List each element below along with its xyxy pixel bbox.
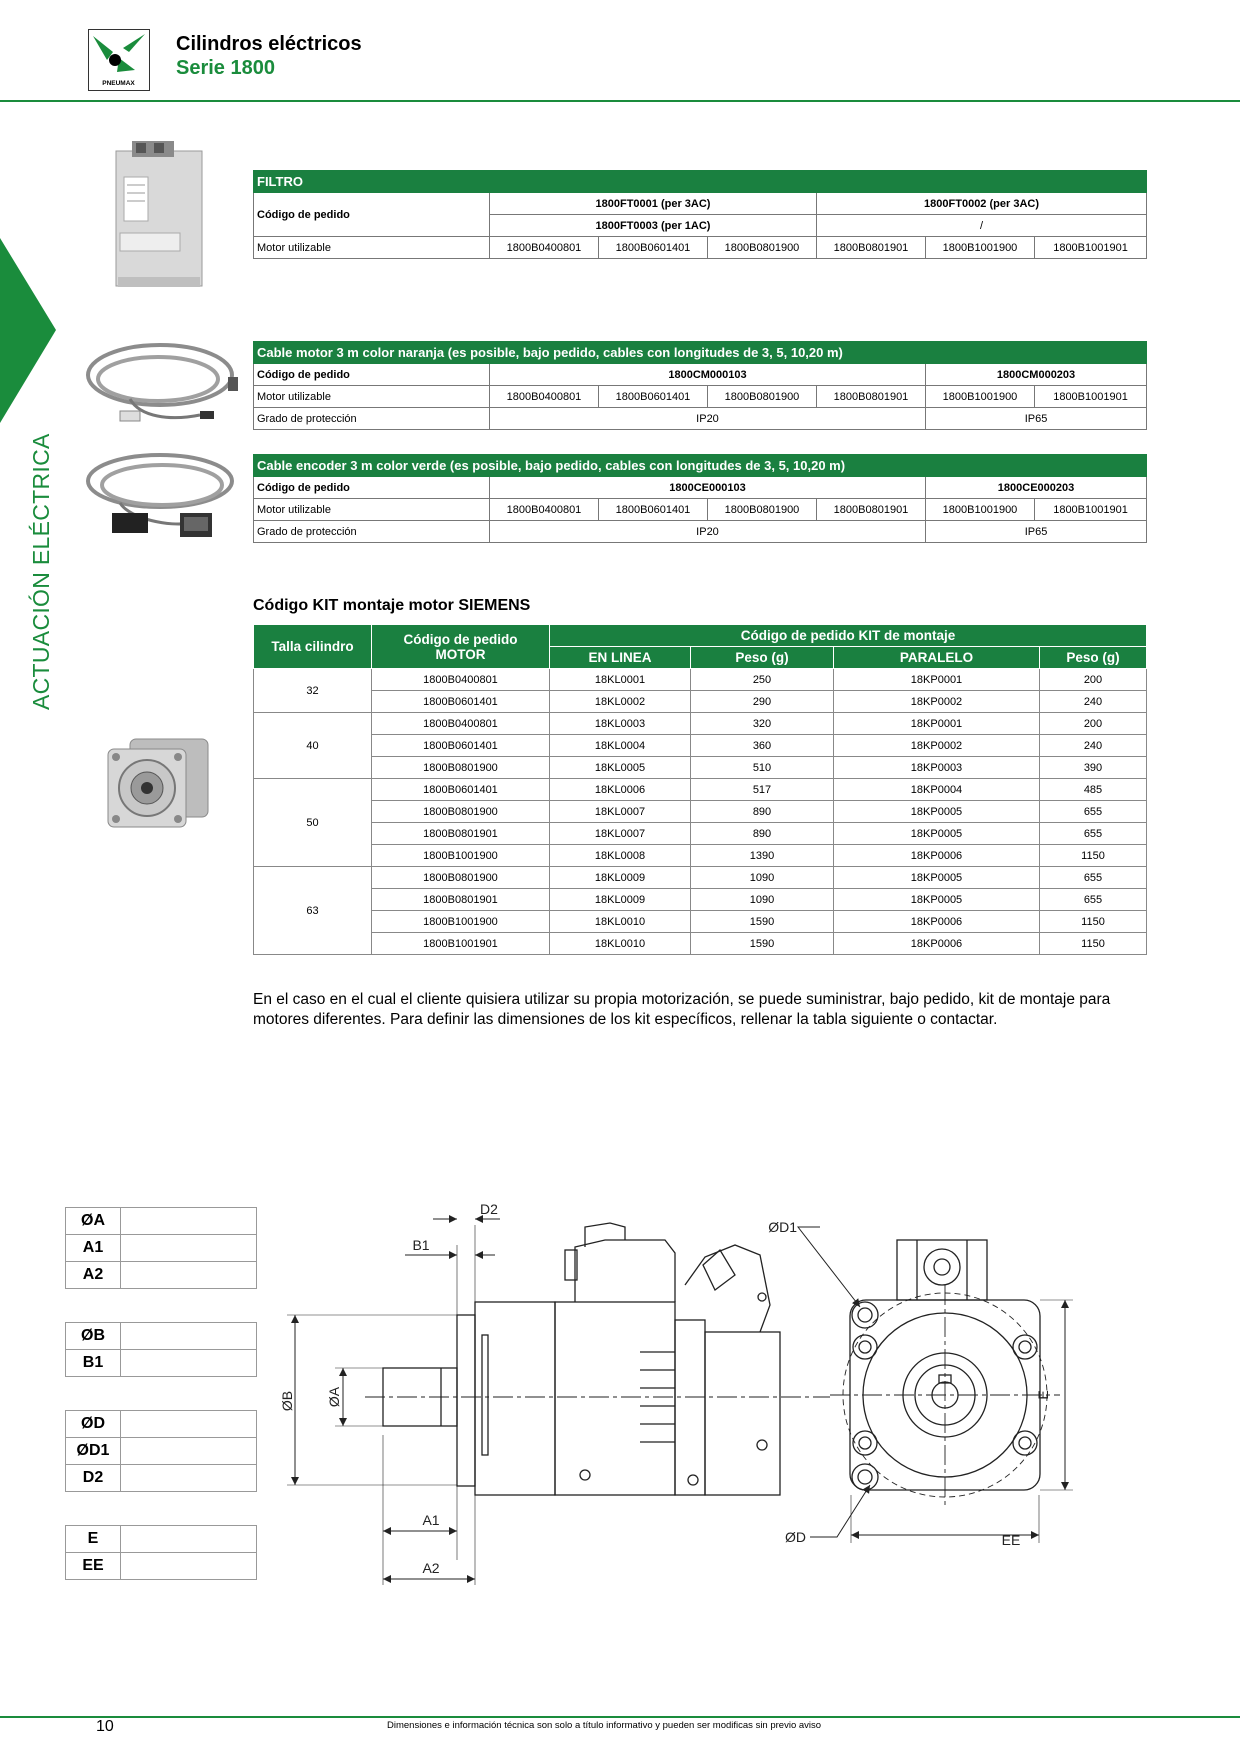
dimension-label: EE: [66, 1553, 121, 1580]
kit-row: [254, 669, 1147, 691]
kit-inline-weight: 890: [691, 823, 834, 845]
dim-label-ob: ØB: [279, 1390, 295, 1412]
kit-inline-code: 18KL0010: [550, 911, 691, 933]
dim-label-a2: A2: [422, 1560, 440, 1576]
kit-inline-weight: 890: [691, 801, 834, 823]
kit-inline-weight: 1590: [691, 911, 834, 933]
kit-inline-weight: 250: [691, 669, 834, 691]
encoder-cable-code-a: 1800CE000103: [490, 477, 926, 499]
motor-cable-order-label: Código de pedido: [254, 364, 490, 386]
kit-inline-code: 18KL0001: [550, 669, 691, 691]
mounting-kit-photo: [100, 735, 215, 830]
kit-motor-code: 1800B0400801: [372, 669, 550, 691]
encoder-cable-protection-label: Grado de protección: [254, 521, 490, 543]
filter-motor: 1800B1001900: [926, 237, 1035, 259]
kit-inline-weight: 1390: [691, 845, 834, 867]
dimension-label: ØB: [66, 1323, 121, 1350]
kit-parallel-weight: 485: [1040, 779, 1147, 801]
svg-text:PNEUMAX: PNEUMAX: [102, 80, 135, 87]
kit-inline-code: 18KL0008: [550, 845, 691, 867]
kit-parallel-weight: 200: [1040, 713, 1147, 735]
filter-motor: 1800B0400801: [490, 237, 599, 259]
kit-motor-code: 1800B0801900: [372, 801, 550, 823]
motor-cable-motor: 1800B0400801: [490, 386, 599, 408]
encoder-cable-motor: 1800B0801901: [817, 499, 926, 521]
filter-photo: [108, 137, 208, 292]
kit-inline-code: 18KL0007: [550, 823, 691, 845]
kit-row: [254, 757, 1147, 779]
side-arrow-icon: [0, 238, 58, 423]
kit-inline-code: 18KL0004: [550, 735, 691, 757]
kit-inline-weight: 517: [691, 779, 834, 801]
motor-cable-motor-label: Motor utilizable: [254, 386, 490, 408]
kit-motor-code: 1800B0801900: [372, 867, 550, 889]
kit-row: [254, 735, 1147, 757]
kit-parallel-weight: 655: [1040, 801, 1147, 823]
filter-code-1ac-none: /: [817, 215, 1147, 237]
kit-header-inline: EN LINEA: [550, 647, 691, 669]
dimension-label: ØD: [66, 1411, 121, 1438]
motor-cable-code-b: 1800CM000203: [926, 364, 1147, 386]
kit-inline-code: 18KL0009: [550, 889, 691, 911]
dim-label-b1: B1: [412, 1237, 430, 1253]
dimension-label: ØD1: [66, 1438, 121, 1465]
kit-inline-weight: 1590: [691, 933, 834, 955]
kit-inline-weight: 510: [691, 757, 834, 779]
kit-parallel-code: 18KP0001: [834, 669, 1040, 691]
dimension-label: ØA: [66, 1208, 121, 1235]
dimension-value-field[interactable]: [121, 1323, 257, 1350]
kit-inline-code: 18KL0002: [550, 691, 691, 713]
kit-parallel-weight: 1150: [1040, 845, 1147, 867]
kit-parallel-code: 18KP0002: [834, 735, 1040, 757]
motor-cable-motor: 1800B1001900: [926, 386, 1035, 408]
encoder-cable-order-label: Código de pedido: [254, 477, 490, 499]
kit-parallel-weight: 240: [1040, 735, 1147, 757]
dimension-label: A1: [66, 1235, 121, 1262]
page-number: 10: [96, 1718, 114, 1735]
encoder-cable-motor: 1800B1001901: [1035, 499, 1147, 521]
dimension-value-field[interactable]: [121, 1465, 257, 1492]
page-subtitle: Serie 1800: [176, 57, 275, 79]
kit-size-cell: 50: [254, 779, 372, 867]
kit-header-weight-parallel: Peso (g): [1040, 647, 1147, 669]
kit-motor-code: 1800B1001900: [372, 845, 550, 867]
encoder-cable-motor: 1800B1001900: [926, 499, 1035, 521]
encoder-cable-motor: 1800B0801900: [708, 499, 817, 521]
encoder-cable-table: [253, 454, 1147, 543]
kit-parallel-code: 18KP0006: [834, 911, 1040, 933]
kit-inline-weight: 360: [691, 735, 834, 757]
footer-rule: [0, 1716, 1240, 1718]
footer-disclaimer: Dimensiones e información técnica son solo a título informativo y pueden ser modificas sin previo aviso: [387, 1720, 822, 1731]
kit-motor-code: 1800B0601401: [372, 735, 550, 757]
kit-parallel-weight: 1150: [1040, 911, 1147, 933]
filter-motor: 1800B0801901: [817, 237, 926, 259]
encoder-cable-motor: 1800B0400801: [490, 499, 599, 521]
kit-motor-code: 1800B0801901: [372, 889, 550, 911]
kit-motor-code: 1800B0601401: [372, 691, 550, 713]
kit-inline-weight: 1090: [691, 889, 834, 911]
dimension-label: A2: [66, 1262, 121, 1289]
kit-row: [254, 801, 1147, 823]
dim-label-a1: A1: [422, 1512, 440, 1528]
kit-inline-code: 18KL0005: [550, 757, 691, 779]
dimension-group-a: [65, 1207, 257, 1289]
motor-cable-protection-a: IP20: [490, 408, 926, 430]
filter-table-title: FILTRO: [254, 171, 1147, 193]
dim-label-oa: ØA: [326, 1386, 342, 1408]
encoder-cable-code-b: 1800CE000203: [926, 477, 1147, 499]
filter-order-code-label: Código de pedido: [254, 193, 490, 237]
kit-header-size: Talla cilindro: [254, 625, 372, 669]
dimension-label: D2: [66, 1465, 121, 1492]
kit-parallel-code: 18KP0001: [834, 713, 1040, 735]
kit-row: [254, 933, 1147, 955]
dimension-value-field[interactable]: [121, 1553, 257, 1580]
dimension-group-b: [65, 1322, 257, 1377]
kit-inline-weight: 320: [691, 713, 834, 735]
motor-cable-motor: 1800B0801900: [708, 386, 817, 408]
kit-inline-weight: 1090: [691, 867, 834, 889]
custom-motor-note: En el caso en el cual el cliente quisiera utilizar su propia motorización, se puede suministrar, bajo pedido, kit de montaje para motores diferentes. Para definir las dimensiones de los kit específicos, rellenar la tabla siguiente o contactar.: [253, 991, 1111, 1028]
filter-motor-label: Motor utilizable: [254, 237, 490, 259]
motor-cable-motor: 1800B0801901: [817, 386, 926, 408]
dimension-value-field[interactable]: [121, 1411, 257, 1438]
kit-header-motor: Código de pedido MOTOR: [372, 625, 550, 669]
kit-parallel-code: 18KP0005: [834, 801, 1040, 823]
kit-inline-code: 18KL0003: [550, 713, 691, 735]
kit-motor-code: 1800B0400801: [372, 713, 550, 735]
dimension-value-field[interactable]: [121, 1208, 257, 1235]
motor-cable-motor: 1800B1001901: [1035, 386, 1147, 408]
dim-label-d2: D2: [480, 1201, 498, 1217]
kit-parallel-code: 18KP0002: [834, 691, 1040, 713]
kit-header-kit: Código de pedido KIT de montaje: [550, 625, 1147, 647]
page-title: Cilindros eléctricos: [176, 33, 362, 55]
encoder-cable-photo: [80, 447, 240, 547]
kit-parallel-weight: 200: [1040, 669, 1147, 691]
motor-cable-table: [253, 341, 1147, 430]
kit-header-parallel: PARALELO: [834, 647, 1040, 669]
motor-cable-title: Cable motor 3 m color naranja (es posible, bajo pedido, cables con longitudes de 3, 5, 10,20 m): [254, 342, 1147, 364]
dimension-value-field[interactable]: [121, 1526, 257, 1553]
kit-section-title: Código KIT montaje motor SIEMENS: [253, 597, 531, 614]
kit-table: [253, 624, 1147, 955]
kit-row: [254, 867, 1147, 889]
side-section-label: ACTUACIÓN ELÉCTRICA: [28, 433, 54, 710]
filter-code-3ac-a: 1800FT0001 (per 3AC): [490, 193, 817, 215]
kit-parallel-code: 18KP0005: [834, 867, 1040, 889]
dimension-label: B1: [66, 1350, 121, 1377]
encoder-cable-motor: 1800B0601401: [599, 499, 708, 521]
kit-parallel-weight: 1150: [1040, 933, 1147, 955]
dimension-value-field[interactable]: [121, 1350, 257, 1377]
filter-motor: 1800B0801900: [708, 237, 817, 259]
kit-parallel-code: 18KP0005: [834, 823, 1040, 845]
kit-row: [254, 911, 1147, 933]
filter-code-1ac: 1800FT0003 (per 1AC): [490, 215, 817, 237]
dim-label-od: ØD: [785, 1529, 806, 1545]
kit-parallel-code: 18KP0003: [834, 757, 1040, 779]
kit-motor-code: 1800B0601401: [372, 779, 550, 801]
kit-parallel-weight: 655: [1040, 889, 1147, 911]
kit-parallel-code: 18KP0006: [834, 933, 1040, 955]
dimension-value-field[interactable]: [121, 1438, 257, 1465]
encoder-cable-title: Cable encoder 3 m color verde (es posible, bajo pedido, cables con longitudes de 3, 5, 10,20 m): [254, 455, 1147, 477]
kit-motor-code: 1800B0801901: [372, 823, 550, 845]
kit-parallel-code: 18KP0006: [834, 845, 1040, 867]
encoder-cable-motor-label: Motor utilizable: [254, 499, 490, 521]
encoder-cable-protection-a: IP20: [490, 521, 926, 543]
kit-motor-code: 1800B1001900: [372, 911, 550, 933]
kit-parallel-weight: 390: [1040, 757, 1147, 779]
logo-mark-icon: [89, 30, 148, 89]
filter-motor: 1800B0601401: [599, 237, 708, 259]
dimension-value-field[interactable]: [121, 1262, 257, 1289]
kit-motor-code: 1800B1001901: [372, 933, 550, 955]
kit-size-cell: 32: [254, 669, 372, 713]
kit-inline-code: 18KL0007: [550, 801, 691, 823]
motor-cable-protection-label: Grado de protección: [254, 408, 490, 430]
kit-parallel-code: 18KP0005: [834, 889, 1040, 911]
dim-label-e: E: [1035, 1390, 1051, 1400]
kit-row: [254, 823, 1147, 845]
motor-cable-protection-b: IP65: [926, 408, 1147, 430]
motor-cable-photo: [80, 337, 240, 432]
dim-label-od1: ØD1: [768, 1219, 797, 1235]
kit-parallel-weight: 240: [1040, 691, 1147, 713]
filter-table: [253, 170, 1147, 259]
kit-parallel-code: 18KP0004: [834, 779, 1040, 801]
dim-label-ee: EE: [1001, 1532, 1021, 1548]
dimension-group-d: [65, 1410, 257, 1492]
dimension-group-e: [65, 1525, 257, 1580]
kit-size-cell: 40: [254, 713, 372, 779]
motor-technical-drawing: [265, 1195, 1165, 1595]
kit-inline-code: 18KL0009: [550, 867, 691, 889]
filter-motor: 1800B1001901: [1035, 237, 1147, 259]
kit-size-cell: 63: [254, 867, 372, 955]
filter-code-3ac-b: 1800FT0002 (per 3AC): [817, 193, 1147, 215]
kit-row: [254, 779, 1147, 801]
kit-row: [254, 713, 1147, 735]
kit-row: [254, 691, 1147, 713]
kit-parallel-weight: 655: [1040, 823, 1147, 845]
kit-header-weight-inline: Peso (g): [691, 647, 834, 669]
kit-motor-code: 1800B0801900: [372, 757, 550, 779]
kit-row: [254, 889, 1147, 911]
kit-inline-weight: 290: [691, 691, 834, 713]
kit-row: [254, 845, 1147, 867]
motor-cable-motor: 1800B0601401: [599, 386, 708, 408]
dimension-value-field[interactable]: [121, 1235, 257, 1262]
motor-cable-code-a: 1800CM000103: [490, 364, 926, 386]
header-rule: [0, 100, 1240, 102]
dimension-label: E: [66, 1526, 121, 1553]
encoder-cable-protection-b: IP65: [926, 521, 1147, 543]
kit-inline-code: 18KL0006: [550, 779, 691, 801]
kit-inline-code: 18KL0010: [550, 933, 691, 955]
pneumax-logo: [88, 29, 150, 91]
kit-parallel-weight: 655: [1040, 867, 1147, 889]
